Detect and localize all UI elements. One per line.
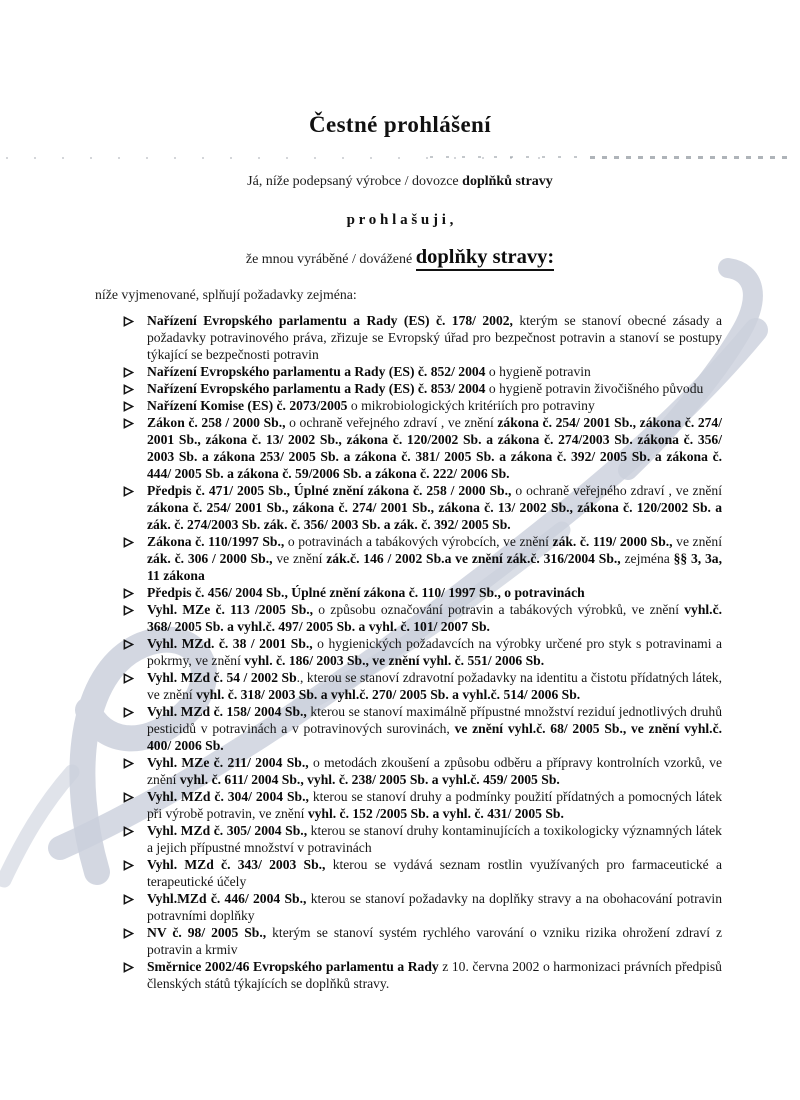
regulation-ref-bold: Vyhl. MZd č. 343/ 2003 Sb., (147, 857, 326, 872)
list-item (122, 754, 722, 788)
intro-line-1-plain: Já, níže podepsaný výrobce / dovozce (247, 174, 463, 189)
list-item (122, 397, 722, 414)
list-item (122, 924, 722, 958)
arrow-bullet-icon (123, 537, 134, 548)
regulation-ref-bold: Zákona č. 110/1997 Sb., (147, 534, 285, 549)
regulation-ref-bold: zákona č. 254/ 2001 Sb., zákona č. 274/ 2001 Sb., zákona č. 13/ 2002 Sb., zákona č. 120/2002 Sb. a zák. č. 274/2003 Sb. zák. č. 356/ 2003 Sb. a zák. č. 392/ 2005 Sb. (147, 500, 722, 532)
regulation-text: o hygieně potravin živočišného původu (485, 381, 704, 396)
regulation-text: kterou se stanoví požadavky na doplňky stravy a na obohacování potravin potravními doplňky (147, 891, 722, 923)
regulation-ref-bold: Vyhl. MZe č. 211/ 2004 Sb., (147, 755, 309, 770)
list-item (122, 482, 722, 533)
intro-line-1-bold: doplňků stravy (462, 174, 553, 189)
regulation-ref-bold: Zákon č. 258 / 2000 Sb., (147, 415, 286, 430)
regulation-text: ., kterou se stanoví zdravotní požadavky na identitu a čistotu přídatných látek, ve znění (147, 670, 722, 702)
regulation-ref-bold: zák.č. 146 / 2002 Sb.a ve znění zák.č. 316/2004 Sb., (326, 551, 621, 566)
list-item (122, 635, 722, 669)
regulation-ref-bold: vyhl. č. 186/ 2003 Sb., ve znění vyhl. č. 551/ 2006 Sb. (244, 653, 545, 668)
regulation-text: o způsobu označování potravin a tabákových výrobků, ve znění (313, 602, 685, 617)
regulation-text: o ochraně veřejného zdraví , ve znění (511, 483, 722, 498)
regulation-ref-bold: Vyhl. MZd č. 54 / 2002 Sb (147, 670, 297, 685)
list-lead-text: níže vyjmenované, splňují požadavky zejména: (95, 287, 357, 302)
regulation-text: kterým se stanoví systém rychlého varování o vzniku rizika ohrožení zdraví z potravin a krmiv (147, 925, 722, 957)
declaration-word: p r o h l a š u j i , (346, 212, 454, 228)
regulation-ref-bold: Předpis č. 456/ 2004 Sb., Úplné znění zákona č. 110/ 1997 Sb., o potravinách (147, 585, 585, 600)
arrow-bullet-icon (123, 758, 134, 769)
list-item (122, 380, 722, 397)
regulation-text: kterou se stanoví druhy kontaminujících a toxikologicky významných látek a jejich přípustné množství v potravinách (147, 823, 722, 855)
regulation-ref-bold: §§ 3, 3a, 11 zákona (147, 551, 723, 583)
regulation-ref-bold: Nařízení Komise (ES) č. 2073/2005 (147, 398, 348, 413)
regulation-ref-bold: vyhl. č. 318/ 2003 Sb. a vyhl.č. 270/ 2005 Sb. a vyhl.č. 514/ 2006 Sb. (196, 687, 581, 702)
arrow-bullet-icon (123, 792, 134, 803)
regulation-text: o potravinách a tabákových výrobcích, ve znění (284, 534, 553, 549)
arrow-bullet-icon (123, 826, 134, 837)
arrow-bullet-icon (123, 894, 134, 905)
regulation-text: o hygienických požadavcích na výrobky určené pro styk s potravinami a pokrmy, ve znění (147, 636, 722, 668)
regulation-ref-bold: vyhl. č. 152 /2005 Sb. a vyhl. č. 431/ 2005 Sb. (307, 806, 564, 821)
regulation-ref-bold: Předpis č. 471/ 2005 Sb., Úplné znění zákona č. 258 / 2000 Sb., (147, 483, 512, 498)
intro-line-1 (0, 174, 800, 190)
arrow-bullet-icon (123, 401, 134, 412)
regulation-ref-bold: Vyhl.MZd č. 446/ 2004 Sb., (147, 891, 307, 906)
arrow-bullet-icon (123, 962, 134, 973)
regulation-ref-bold: NV č. 98/ 2005 Sb., (147, 925, 267, 940)
list-item (122, 533, 722, 584)
regulation-ref-bold: vyhl. č. 611/ 2004 Sb., vyhl. č. 238/ 2005 Sb. a vyhl.č. 459/ 2005 Sb. (179, 772, 560, 787)
regulation-text: ve znění (672, 534, 722, 549)
regulation-ref-bold: vyhl.č. 368/ 2005 Sb. a vyhl.č. 497/ 2005 Sb. a vyhl. č. 101/ 2007 Sb. (147, 602, 722, 634)
list-item (122, 363, 722, 380)
regulation-text: o mikrobiologických kritériích pro potraviny (347, 398, 595, 413)
page-title: Čestné prohlášení (308, 112, 492, 137)
regulation-ref-bold: Směrnice 2002/46 Evropského parlamentu a Rady (147, 959, 439, 974)
list-item (122, 312, 722, 363)
regulation-ref-bold: Vyhl. MZd č. 304/ 2004 Sb., (147, 789, 309, 804)
list-item (122, 703, 722, 754)
regulation-ref-bold: ve znění vyhl.č. 68/ 2005 Sb., ve znění vyhl.č. 400/ 2006 Sb. (147, 721, 722, 753)
regulation-ref-bold: zák. č. 306 / 2000 Sb., (147, 551, 273, 566)
arrow-bullet-icon (123, 367, 134, 378)
regulation-text: kterou se stanoví maximálně přípustné množství reziduí jednotlivých druhů pesticidů v potravinách a v potravinových surovinách, (147, 704, 722, 736)
list-item (122, 414, 722, 482)
arrow-bullet-icon (123, 928, 134, 939)
arrow-bullet-icon (123, 673, 134, 684)
regulation-ref-bold: Nařízení Evropského parlamentu a Rady (ES) č. 852/ 2004 (147, 364, 486, 379)
regulation-text: zejména (620, 551, 674, 566)
intro-line-2 (0, 246, 800, 269)
arrow-bullet-icon (123, 707, 134, 718)
regulation-ref-bold: Vyhl. MZd č. 158/ 2004 Sb., (147, 704, 307, 719)
regulation-ref-bold: zák. č. 119/ 2000 Sb., (552, 534, 673, 549)
regulation-ref-bold: Nařízení Evropského parlamentu a Rady (ES) č. 178/ 2002, (147, 313, 513, 328)
arrow-bullet-icon (123, 316, 134, 327)
regulation-text: o ochraně veřejného zdraví , ve znění (285, 415, 498, 430)
arrow-bullet-icon (123, 588, 134, 599)
subject-underlined: doplňky stravy: (416, 246, 554, 271)
regulation-text: o hygieně potravin (485, 364, 591, 379)
arrow-bullet-icon (123, 384, 134, 395)
intro-line-2-plain: že mnou vyráběné / dovážené (245, 252, 416, 267)
regulation-ref-bold: Vyhl. MZe č. 113 /2005 Sb., (147, 602, 314, 617)
regulation-text: kterou se vydává seznam rostlin využívaných pro farmaceutické a terapeutické účely (147, 857, 722, 889)
list-item (122, 856, 722, 890)
list-item (122, 958, 722, 992)
list-item (122, 890, 722, 924)
regulation-list (122, 312, 722, 992)
arrow-bullet-icon (123, 860, 134, 871)
regulation-ref-bold: Vyhl. MZd č. 305/ 2004 Sb., (147, 823, 308, 838)
regulation-text: kterým se stanoví obecné zásady a požadavky potravinového práva, zřizuje se Evropský úřad pro bezpečnost potravin a stanoví se postupy týkající se bezpečnosti potravin (147, 313, 723, 362)
arrow-bullet-icon (123, 605, 134, 616)
regulation-text: ve znění (272, 551, 327, 566)
regulation-text: o metodách zkoušení a způsobu odběru a přípravy kontrolních vzorků, ve znění (147, 755, 722, 787)
list-item (122, 788, 722, 822)
arrow-bullet-icon (123, 639, 134, 650)
regulation-ref-bold: zákona č. 254/ 2001 Sb., zákona č. 274/ 2001 Sb., zákona č. 13/ 2002 Sb., zákona č. 120/2002 Sb. a zákona č. 274/2003 Sb. zákona č. 356/ 2003 Sb. a zákona 253/ 2005 Sb. a zákona č. 381/ 2005 Sb. a zákona č. 392/ 2005 Sb. a zákona č. 444/ 2005 Sb. a zákona č. 59/2006 Sb. a zákona č. 222/ 2006 Sb. (147, 415, 723, 481)
list-item (122, 601, 722, 635)
regulation-ref-bold: Vyhl. MZd. č. 38 / 2001 Sb., (147, 636, 313, 651)
regulation-text: kterou se stanoví druhy a podmínky použití přídatných a pomocných látek při výrobě potravin, ve znění (147, 789, 723, 821)
arrow-bullet-icon (123, 418, 134, 429)
arrow-bullet-icon (123, 486, 134, 497)
regulation-ref-bold: Nařízení Evropského parlamentu a Rady (ES) č. 853/ 2004 (147, 381, 486, 396)
list-item (122, 669, 722, 703)
regulation-text: z 10. června 2002 o harmonizaci právních předpisů členských států týkajících se doplňků stravy. (147, 959, 722, 991)
list-item (122, 584, 722, 601)
list-item (122, 822, 722, 856)
